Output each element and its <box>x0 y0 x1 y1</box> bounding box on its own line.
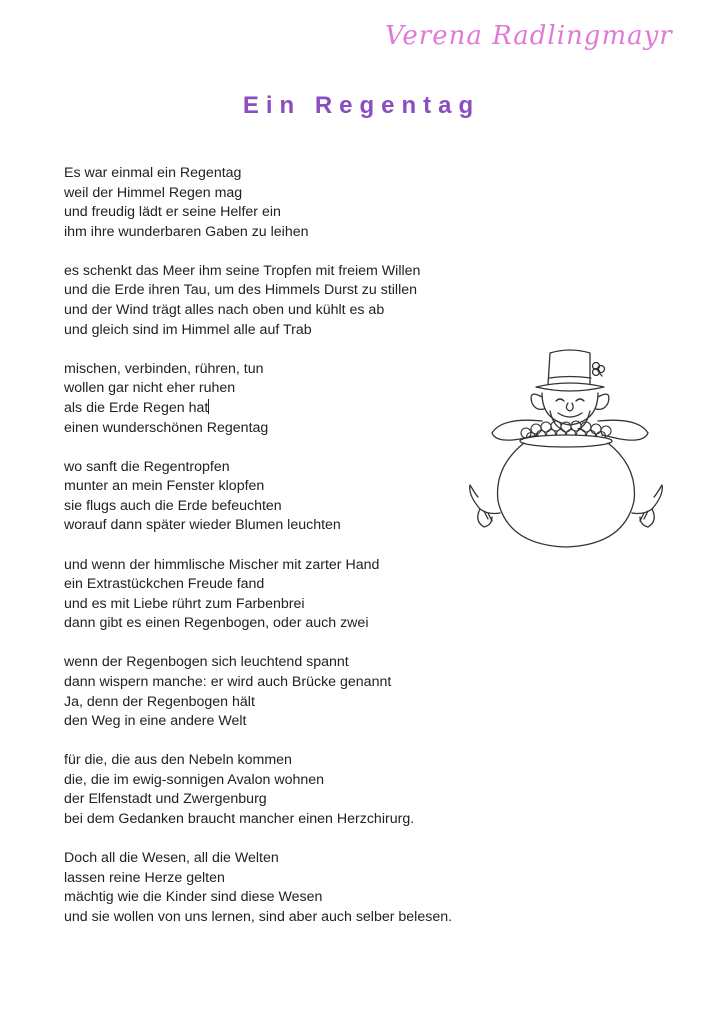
stanza-5 <box>64 556 484 634</box>
poem-line: ihm ihre wunderbaren Gaben zu leihen <box>64 223 309 240</box>
signature-svg <box>383 10 673 58</box>
stanza-4 <box>64 458 484 536</box>
poem-line: Doch all die Wesen, all die Welten <box>64 850 279 867</box>
stanza-6 <box>64 653 484 731</box>
poem-line: wo sanft die Regentropfen <box>64 458 230 475</box>
text-cursor <box>208 399 209 414</box>
poem-title: Ein Regentag <box>242 92 481 119</box>
poem-line: mächtig wie die Kinder sind diese Wesen <box>64 889 323 906</box>
poem-line: einen wunderschönen Regentag <box>64 419 269 436</box>
poem-line: sie flugs auch die Erde befeuchten <box>64 497 282 514</box>
poem-line: bei dem Gedanken braucht mancher einen Herzchirurg. <box>64 811 415 828</box>
poem-line: und die Erde ihren Tau, um des Himmels Durst zu stillen <box>64 282 418 299</box>
poem-line: und freudig lädt er seine Helfer ein <box>64 204 281 221</box>
poem-line: es schenkt das Meer ihm seine Tropfen mit freiem Willen <box>64 262 421 279</box>
poem-line: und der Wind trägt alles nach oben und kühlt es ab <box>64 302 385 319</box>
poem-line: und gleich sind im Himmel alle auf Trab <box>64 321 312 338</box>
poem-line: Es war einmal ein Regentag <box>64 165 242 181</box>
poem-line: dann wispern manche: er wird auch Brücke genannt <box>64 673 392 690</box>
poem-line: dann gibt es einen Regenbogen, oder auch zwei <box>64 615 369 632</box>
poem-body <box>64 164 484 947</box>
stanza-7 <box>64 751 484 829</box>
stanza-1 <box>64 164 484 242</box>
poem-line: wollen gar nicht eher ruhen <box>64 380 236 397</box>
poem-line: der Elfenstadt und Zwergenburg <box>64 791 267 808</box>
poem-line-text: als die Erde Regen hat <box>64 399 209 416</box>
leprechaun-icon <box>462 345 677 560</box>
stanza-3 <box>64 360 484 438</box>
poem-line: und sie wollen von uns lernen, sind aber auch selber belesen. <box>64 908 453 925</box>
signature-text: Verena Radlingmayr <box>385 21 673 51</box>
stanza-8 <box>64 849 484 927</box>
leprechaun-illustration <box>462 345 677 560</box>
poem-line: mischen, verbinden, rühren, tun <box>64 360 264 377</box>
stanza-2 <box>64 262 484 340</box>
poem-line: und wenn der himmlische Mischer mit zarter Hand <box>64 556 380 573</box>
poem-line: und es mit Liebe rührt zum Farbenbrei <box>64 595 305 612</box>
poem-line: den Weg in eine andere Welt <box>64 713 247 730</box>
poem-line: wenn der Regenbogen sich leuchtend spannt <box>64 654 349 671</box>
poem-line: ein Extrastückchen Freude fand <box>64 576 265 593</box>
poem-line-with-caret[interactable] <box>64 399 484 419</box>
poem-line: weil der Himmel Regen mag <box>64 184 243 201</box>
poem-line: für die, die aus den Nebeln kommen <box>64 752 292 769</box>
poem-line: lassen reine Herze gelten <box>64 869 225 886</box>
author-signature <box>383 10 673 58</box>
poem-line: Ja, denn der Regenbogen hält <box>64 693 255 710</box>
poem-line: munter an mein Fenster klopfen <box>64 478 265 495</box>
poem-line: worauf dann später wieder Blumen leuchten <box>64 517 341 534</box>
poem-line: die, die im ewig-sonnigen Avalon wohnen <box>64 771 325 788</box>
